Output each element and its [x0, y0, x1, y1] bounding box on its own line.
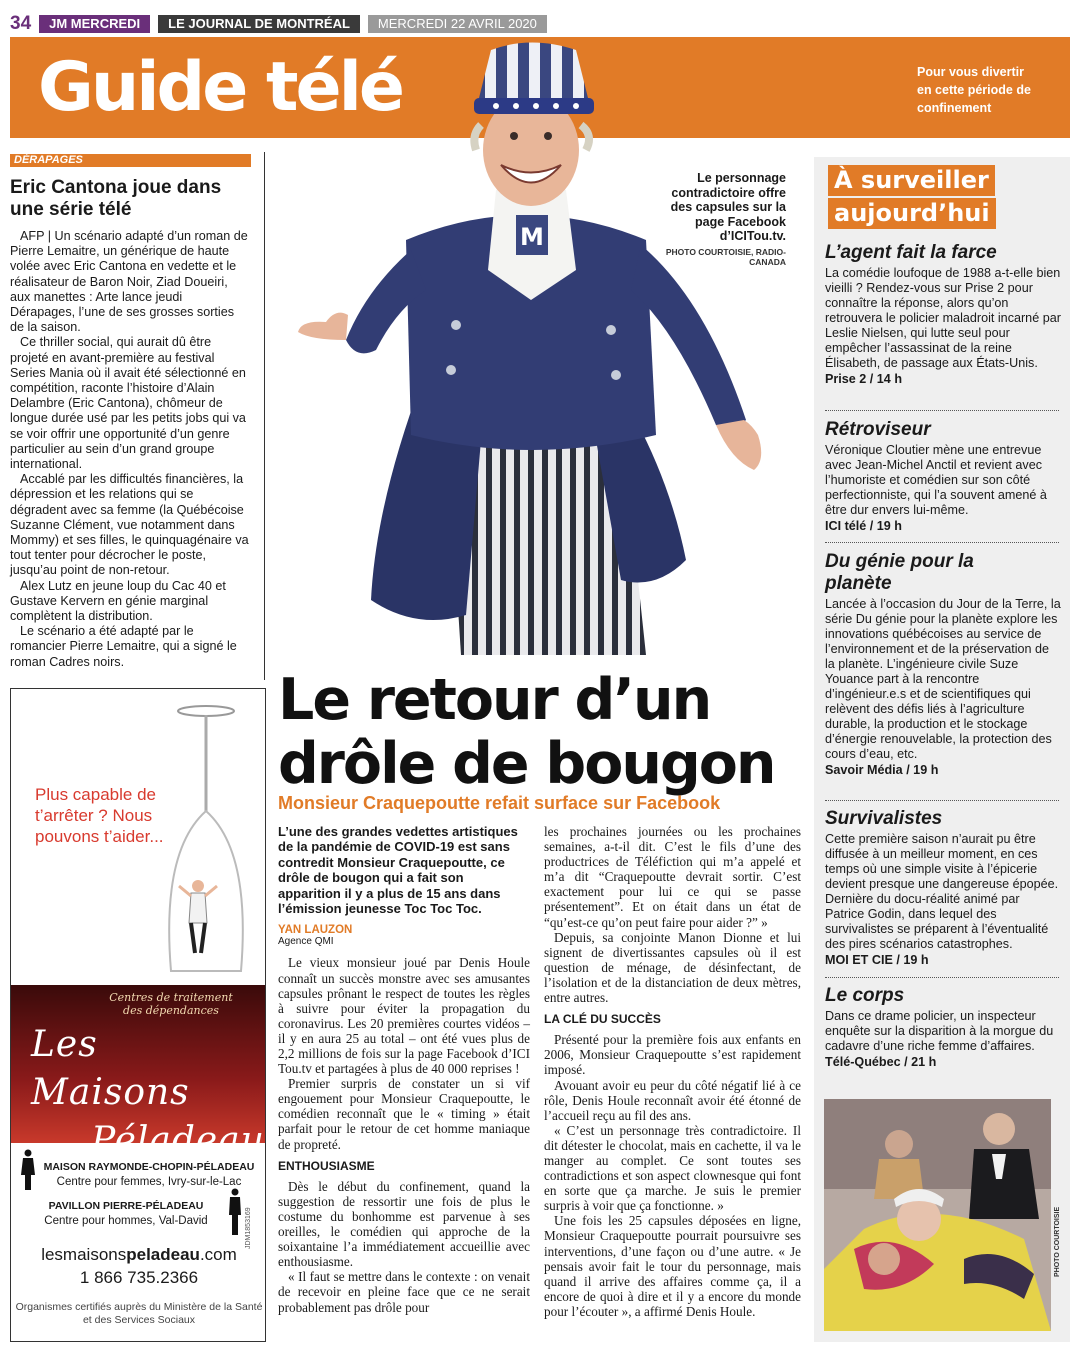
tv-pick-channel-time: Télé-Québec / 21 h [825, 1055, 937, 1069]
page-number: 34 [10, 13, 32, 34]
ad-website-suffix: .com [199, 1245, 237, 1264]
dotted-divider [825, 542, 1059, 543]
article-paragraph: Une fois les 25 capsules déposées en ligne, Monsieur Craquepoutte pourrait poursuivre ses interventions, d’une façon ou d’une autre. « Je pensais avoir fait le tour du personnage, mais quand il arrive des affaires comme ça, il a encore de quoi à dire et il y a encore du monde pour l’écouter », a affirmé Denis Houle. [544, 1213, 801, 1319]
main-headline: Le retour d’un drôle de bougon [278, 667, 775, 797]
article-subhead: ENTHOUSIASME [278, 1158, 375, 1173]
sidebar-title [828, 165, 996, 231]
left-story-body [10, 229, 250, 670]
ad-website-prefix: lesmaisons [41, 1245, 127, 1264]
sidebar-photo-credit: PHOTO COURTOISIE [1054, 1206, 1061, 1277]
ad-website[interactable] [11, 1245, 266, 1265]
left-story-kicker: DÉRAPAGES [10, 154, 251, 167]
tv-pick-title: L’agent fait la farce [825, 242, 997, 263]
tv-pick-title: Du génie pour la planète [825, 551, 974, 594]
ad-brand-line1: Les Maisons [31, 1024, 190, 1113]
tv-pick-item [825, 242, 1061, 387]
ad-phone[interactable]: 1 866 735.2366 [79, 1268, 199, 1287]
tv-pick-title: Rétroviseur [825, 419, 931, 440]
sidebar-title-line2: aujourd’hui [828, 198, 996, 229]
column-divider [264, 152, 265, 680]
tv-pick-item [825, 985, 1061, 1070]
dotted-divider [825, 800, 1059, 801]
left-story-paragraph: Ce thriller social, qui aurait dû être projeté en avant-première au festival Series Mania où il avait été sélectionné en compétition, raconte l’histoire d’Alain Delambre (Eric Cantona), chômeur de longue durée usé par les petits jobs qui va se voir offrir une opportunité d’un genre particulier au sein d’un grand groupe international. [10, 335, 246, 472]
article-column-2 [544, 824, 801, 1319]
left-story-paragraph: Le scénario a été adapté par le romancier Pierre Lemaitre, qui a signé le roman Cadres noirs. [10, 624, 237, 669]
ad-house2-desc: Centre pour hommes, Val-David [44, 1215, 208, 1227]
article-paragraph: « C’est un personnage très contradictoire. Il dit détester le chocolat, mais en cachette, il va le manger au complet. Ce sont toutes ses contradictions et son aspect clownesque qui font en sorte que ça marche. Je suis le premier surpris à voir que ça fonctionne. » [544, 1122, 801, 1214]
folio [10, 14, 547, 34]
tv-pick-title: Le corps [825, 985, 905, 1006]
photo-caption: Le personnage contradictoire offre des capsules sur la page Facebook d’ICITou.tv. [670, 171, 786, 243]
tv-pick-description: Lancée à l’occasion du Jour de la Terre, la série Du génie pour la planète explore les innovations québécoises au service de l’environnement et de la préservation de la planète. L’ingénieure civile Suze Youance part à la rencontre d’ingénieur.e.s et de scientifiques qui relèvent des défis liés à l’agriculture durable, la production et le stockage d’énergie renouvelable, la protection des cours d’eau, etc. [825, 597, 1061, 761]
dotted-divider [825, 410, 1059, 411]
article-paragraph: Présenté pour la première fois aux enfants en 2006, Monsieur Craquepoutte s’est rapidement imposé. [544, 1032, 801, 1078]
ad-brand-subtitle: Centres de traitement des dépendances [109, 991, 233, 1017]
article-lead: L’une des grandes vedettes artistiques de la pandémie de COVID-19 est sans contredit Monsieur Craquepoutte, ce drôle de bougon qui a fait son apparition il y a plus de 15 ans dans l’émission jeunesse Toc Toc Toc. [278, 824, 518, 917]
article-column-1 [278, 824, 530, 1315]
left-story-headline: Eric Cantona joue dans une série télé [10, 177, 222, 220]
advertisement[interactable] [10, 688, 266, 1342]
left-story-paragraph: AFP | Un scénario adapté d’un roman de Pierre Lemaitre, un générique de haute volée avec Eric Cantona en vedette et le réalisateur de Baron Noir, Ziad Doueiri, aux manettes : Arte lance jeudi Dérapages, l’une de ses grosses sorties de la saison. [10, 229, 248, 335]
tv-pick-description: Cette première saison n’aurait pu être diffusée à un meilleur moment, en ces temps où une simple visite à l’épicerie devient presque une dangereuse épopée. Dernière du docu-réalité animé par Patrice Godin, dans lequel des survivalistes se préparent à l’éventualité des pires scénarios catastrophes. [825, 832, 1059, 951]
ad-house1-name: MAISON RAYMONDE-CHOPIN-PÉLADEAU [43, 1161, 255, 1173]
tv-pick-item [825, 419, 1061, 534]
article-byline: YAN LAUZON [278, 924, 353, 937]
ad-tagline: Plus capable de t’arrêter ? Nous pouvons t’aider... [35, 785, 164, 846]
ad-certification: Organismes certifiés auprès du Ministère de la Santé et des Services Sociaux [15, 1301, 263, 1326]
tv-pick-channel-time: Savoir Média / 19 h [825, 763, 939, 777]
left-story-paragraph: Alex Lutz en jeune loup du Cac 40 et Gustave Kervern en génie marginal complètent la distribution. [10, 578, 226, 624]
ad-brand-logo [31, 1021, 265, 1165]
tv-pick-channel-time: Prise 2 / 14 h [825, 372, 903, 386]
wineglass-illustration [151, 701, 261, 981]
tv-picks-sidebar [814, 157, 1070, 1342]
paper-name: LE JOURNAL DE MONTRÉAL [158, 15, 360, 33]
article-paragraph: Avouant avoir eu peur du côté négatif lié à ce rôle, Denis Houle reconnaît avoir été étonné de l’accueil reçu au fil des ans. [544, 1077, 801, 1123]
article-paragraph: Le vieux monsieur joué par Denis Houle connaît un succès monstre avec ses amusantes capsules prônant le respect de toutes les règles à suivre pour éviter la propagation du coronavirus. Les 20 premières courtes vidéos – il y en aura 25 au total – ont été vues plus de 2,2 millions de fois sur la page Facebook d’ICI Tou.tv et partagées à plus de 40 000 reprises ! [278, 955, 530, 1077]
tv-pick-description: Dans ce drame policier, un inspecteur enquête sur la disparition à la morgue du cadavre d’une riche femme d’affaires. [825, 1009, 1054, 1053]
tv-pick-channel-time: ICI télé / 19 h [825, 519, 902, 533]
photo-credit: PHOTO COURTOISIE, RADIO-CANADA [665, 247, 786, 267]
tv-pick-item [825, 551, 1061, 778]
article-paragraph: « Il faut se mettre dans le contexte : on venait de recevoir en pleine face que ce ne serait probablement pas drôle pour [278, 1269, 530, 1315]
man-silhouette-icon [227, 1188, 243, 1236]
tv-pick-channel-time: MOI ET CIE / 19 h [825, 953, 929, 967]
guide-tagline: Pour vous divertir en cette période de confinement [917, 65, 1031, 115]
tv-pick-description: Véronique Cloutier mène une entrevue avec Jean-Michel Anctil et revient avec l’humoriste et comédien sur son côté perfectionniste, qui l’a souvent amené à être dur envers lui-même. [825, 443, 1047, 517]
issue-date: MERCREDI 22 AVRIL 2020 [368, 15, 547, 33]
ad-code: JDM1853169 [245, 1207, 252, 1249]
tv-pick-description: La comédie loufoque de 1988 a-t-elle bien vieilli ? Rendez-vous sur Prise 2 pour connaître la réponse, alors qu’on retrouvera le policier maladroit incarné par Leslie Nielsen, qui lutte seul pour empêcher l’assassinat de la reine Élisabeth, de passage aux États-Unis. [825, 266, 1061, 370]
article-paragraph: Depuis, sa conjointe Manon Dionne et lui signent de divertissantes capsules où il est question de ménage, de désinfectant, de l’isolation et de la distanciation de deux mètres, entre autres. [544, 929, 801, 1006]
ad-website-bold: peladeau [126, 1245, 200, 1264]
movie-still-photo [824, 1099, 1051, 1331]
article-paragraph: les prochaines journées ou les prochaines semaines, a-t-il dit. C’est le fils d’une des productrices de Téléfiction qui m’a appelé et m’a dit “Craquepoutte devrait sortir. C’est exactement pour lui ce qui se passe présentement”. Et on était dans un état de “qu’est-ce qu’on peut faire pour aider ?” » [544, 824, 801, 930]
article-paragraph: Dès le début du confinement, quand la suggestion de ressortir une fois de plus le costume du bonhomme est parvenue à ses oreilles, le comédien qui approche de la soixantaine l’a immédiatement accueillie avec enthousiasme. [278, 1178, 530, 1270]
article-paragraph: Premier surpris de constater un si vif engouement pour Monsieur Craquepoutte, le comédien reconnaît que le « timing » était parfait pour le retour de cet homme maniaque de propreté. [278, 1076, 530, 1152]
dotted-divider [825, 977, 1059, 978]
article-subhead: LA CLÉ DU SUCCÈS [544, 1012, 661, 1027]
ad-brand-block [11, 985, 266, 1161]
ad-brand-line2: Péladeau [91, 1120, 265, 1161]
left-story-paragraph: Accablé par les difficultés financières, la dépression et les relations qui se dégradent avec sa femme (la Québécoise Suzanne Clément, vue notamment dans Mommy) et ses filles, le quinquagénaire va tout tenter pour décrocher le poste, jusqu’au point de non-retour. [10, 472, 249, 578]
hero-photo [276, 40, 806, 655]
tv-pick-item [825, 808, 1061, 968]
ad-house1-desc: Centre pour femmes, Ivry-sur-le-Lac [56, 1176, 242, 1188]
tv-pick-title: Survivalistes [825, 808, 943, 829]
section-tag: JM MERCREDI [39, 15, 150, 33]
collar-letter: M [520, 223, 544, 251]
article-agency: Agence QMI [278, 936, 334, 948]
main-deck: Monsieur Craquepoutte refait surface sur Facebook [278, 793, 721, 813]
ad-house2-name: PAVILLON PIERRE-PÉLADEAU [48, 1200, 204, 1212]
guide-title: Guide télé [38, 48, 403, 127]
woman-silhouette-icon [19, 1149, 37, 1191]
sidebar-title-line1: À surveiller [828, 165, 995, 196]
